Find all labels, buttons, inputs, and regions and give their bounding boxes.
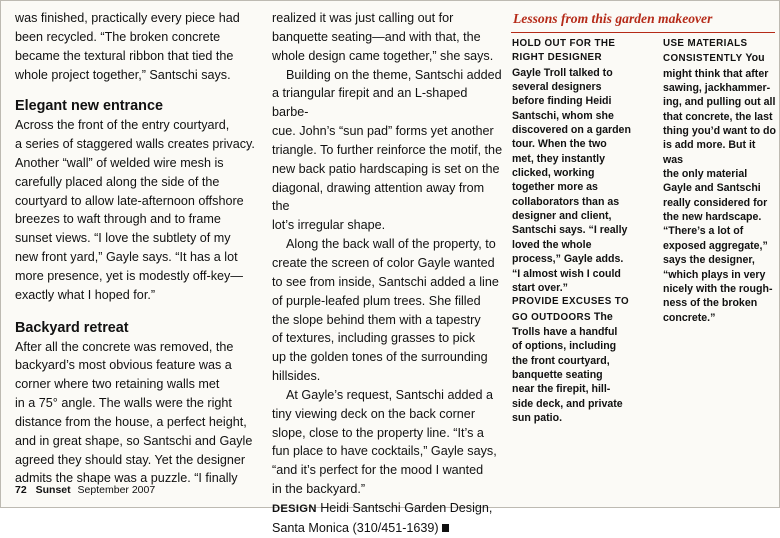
text-line: of textures, including grasses to pick <box>272 331 476 346</box>
sidebar-lesson-heading: CONSISTENTLY <box>663 53 743 65</box>
design-credit-contact <box>272 519 504 538</box>
sidebar-text-line: Trolls have a handful <box>512 325 618 338</box>
page-number: 72 <box>15 484 27 496</box>
sidebar-text-line: the new hardscape. <box>663 211 762 224</box>
sidebar-text-line: the only material <box>663 168 748 181</box>
text-line: carefully placed along the side of the <box>15 174 220 189</box>
text-line: admits the shape was a puzzle. “I finally <box>15 471 238 486</box>
article-column-1 <box>15 9 259 488</box>
intro-paragraph <box>15 9 259 84</box>
sidebar-text-line: Gayle and Santschi <box>663 182 761 195</box>
text-line: After all the concrete was removed, the <box>15 339 234 354</box>
sidebar-text-line: ness of the broken <box>663 297 758 310</box>
sidebar-text-line: together more as <box>512 181 598 194</box>
sidebar-text-line: process,” Gayle adds. <box>512 253 624 266</box>
sidebar-text-line: thing you’d want to do <box>663 125 776 138</box>
text-line: triangle. To further reinforce the motif, the <box>272 142 503 157</box>
sidebar-text-line: says the designer, <box>663 254 755 267</box>
sidebar-text-line: loved the whole <box>512 238 592 251</box>
article-column-2 <box>272 9 504 538</box>
sidebar-text-line: banquette seating <box>512 368 603 381</box>
text-line: Building on the theme, Santschi added <box>286 67 502 82</box>
sidebar-text-line: nicely with the rough- <box>663 282 773 295</box>
text-line: breezes to waft through and to frame <box>15 212 221 227</box>
sidebar-column-1 <box>512 37 658 425</box>
sidebar-text-line: the front courtyard, <box>512 354 610 367</box>
backyard-paragraph <box>15 338 259 489</box>
text-line: in the backyard.” <box>272 482 366 497</box>
sidebar-text-line: “I almost wish I could <box>512 267 621 280</box>
text-line: “and it’s perfect for the mood I wanted <box>272 463 484 478</box>
sidebar-text-line: that concrete, the last <box>663 110 773 123</box>
text-line: of purple-leafed plum trees. She filled <box>272 293 481 308</box>
text-line: whole design came together,” she says. <box>272 48 494 63</box>
sidebar-text-line: concrete.” <box>663 311 716 324</box>
text-line: Along the back wall of the property, to <box>286 237 496 252</box>
sidebar-text: The <box>590 310 613 323</box>
design-credit-label: DESIGN <box>272 502 317 515</box>
sidebar-lesson-heading: PROVIDE EXCUSES TO <box>512 296 629 308</box>
text-line: was finished, practically every piece had <box>15 11 240 25</box>
text-line: new front yard,” Gayle says. “It has a lot <box>15 250 238 265</box>
sidebar-text-line: “There’s a lot of <box>663 225 744 238</box>
sidebar-text-line: start over.” <box>512 281 568 294</box>
page-footer <box>15 484 155 496</box>
text-line: new back patio hardscaping is set on the <box>272 161 500 176</box>
text-line: cue. John’s “sun pad” forms yet another <box>272 124 494 139</box>
lessons-sidebar <box>511 9 776 424</box>
magazine-name: Sunset <box>35 484 71 496</box>
sidebar-text-line: ing, and pulling out all <box>663 96 776 109</box>
sidebar-text-line: tour. When the two <box>512 138 607 151</box>
sidebar-text-line: exposed aggregate,” <box>663 239 768 252</box>
sidebar-column-2 <box>663 37 777 325</box>
text-line: a series of staggered walls creates privacy. <box>15 137 255 152</box>
sidebar-text-line: Santschi says. “I really <box>512 224 628 237</box>
text-line: Another “wall” of welded wire mesh is <box>15 155 224 170</box>
sidebar-text-line <box>512 310 658 325</box>
sidebar-text-line: is add more. But it was <box>663 139 756 166</box>
paragraph-viewing-deck <box>272 386 504 499</box>
sidebar-text-line: before finding Heidi <box>512 95 612 108</box>
text-line: courtyard to allow late-afternoon offshore <box>15 193 244 208</box>
sidebar-title: Lessons from this garden makeover <box>511 9 775 33</box>
sidebar-text-line: designer and client, <box>512 210 612 223</box>
text-line: in a 75° angle. The walls were the right <box>15 396 232 411</box>
sidebar-text-line: met, they instantly <box>512 152 606 165</box>
text-line: to see from inside, Santschi added a line <box>272 274 499 289</box>
sidebar-text-line: “which plays in very <box>663 268 766 281</box>
text-line: been recycled. “The broken concrete <box>15 29 221 44</box>
sidebar-text-line: near the firepit, hill- <box>512 383 611 396</box>
text-line: more presence, yet is modestly off-key— <box>15 268 243 283</box>
paragraph-firepit <box>272 66 504 236</box>
text-line: a triangular firepit and an L-shaped barbe- <box>272 86 468 120</box>
text-line: hillsides. <box>272 369 321 384</box>
sidebar-text-line: sawing, jackhammer- <box>663 82 771 95</box>
sidebar-text-line: clicked, working <box>512 167 595 180</box>
text-line: diagonal, drawing attention away from the <box>272 180 485 214</box>
design-credit-phone: Santa Monica (310/451-1639) <box>272 520 439 535</box>
design-credit-name: Heidi Santschi Garden Design, <box>320 500 493 515</box>
section-heading-entrance: Elegant new entrance <box>15 98 163 115</box>
section-heading-backyard: Backyard retreat <box>15 319 129 336</box>
text-line: sunset views. “I love the subtlety of my <box>15 231 231 246</box>
sidebar-text-line <box>663 51 777 66</box>
sidebar-text-line: Gayle Troll talked to <box>512 66 613 79</box>
sidebar-lesson-heading: USE MATERIALS <box>663 38 748 49</box>
entrance-paragraph <box>15 116 259 304</box>
text-line: became the textural ribbon that tied the <box>15 48 234 63</box>
text-line: At Gayle’s request, Santschi added a <box>286 387 493 402</box>
sidebar-lesson-heading: RIGHT DESIGNER <box>512 52 602 64</box>
text-line: agreed they should stay. Yet the designer <box>15 452 246 467</box>
text-line: fun place to have cocktails,” Gayle says, <box>272 444 497 459</box>
issue-date: September 2007 <box>77 484 156 496</box>
sidebar-text-line: several designers <box>512 81 602 94</box>
text-line: banquette seating—and with that, the <box>272 29 481 44</box>
end-mark-icon <box>442 524 449 532</box>
text-line: up the golden tones of the surrounding <box>272 350 488 365</box>
text-line: and in great shape, so Santschi and Gayle <box>15 433 253 448</box>
sidebar-text-line: Santschi, whom she <box>512 109 614 122</box>
sidebar-text-line: might think that after <box>663 67 769 80</box>
paragraph-banquette <box>272 9 504 66</box>
sidebar-text: You <box>742 52 765 65</box>
text-line: slope, close to the property line. “It’s a <box>272 425 484 440</box>
text-line: whole project together,” Santschi says. <box>15 67 231 82</box>
text-line: distance from the house, a perfect height, <box>15 414 247 429</box>
text-line: exactly what I hoped for.” <box>15 287 156 302</box>
text-line: lot’s irregular shape. <box>272 218 386 233</box>
sidebar-text-line: collaborators than as <box>512 195 620 208</box>
design-credit <box>272 499 504 519</box>
sidebar-text-line: discovered on a garden <box>512 124 631 137</box>
text-line: realized it was just calling out for <box>272 11 454 25</box>
sidebar-text-line: side deck, and private <box>512 397 623 410</box>
text-line: tiny viewing deck on the back corner <box>272 406 476 421</box>
sidebar-lesson-heading: GO OUTDOORS <box>512 311 591 323</box>
sidebar-lesson-heading: HOLD OUT FOR THE <box>512 38 616 49</box>
text-line: create the screen of color Gayle wanted <box>272 255 495 270</box>
text-line: the slope behind them with a tapestry <box>272 312 481 327</box>
text-line: Across the front of the entry courtyard, <box>15 118 230 133</box>
sidebar-text-line: of options, including <box>512 340 617 353</box>
sidebar-text-line: really considered for <box>663 196 768 209</box>
sidebar-text-line: sun patio. <box>512 411 563 424</box>
paragraph-plum-trees <box>272 235 504 386</box>
text-line: corner where two retaining walls met <box>15 377 220 392</box>
text-line: backyard’s most obvious feature was a <box>15 358 232 373</box>
